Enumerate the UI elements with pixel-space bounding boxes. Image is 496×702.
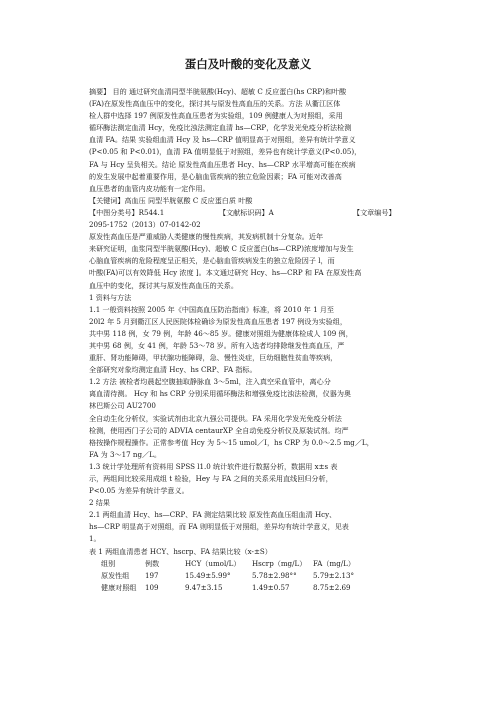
table-cell: 例数	[145, 558, 160, 568]
table-row	[89, 582, 419, 594]
body-line: 格按操作规程操作。正常参考值 Hcy 为 5～15 umol／I，hs CRP 为 0.0～2.5 mg／L，	[89, 437, 374, 447]
body-line: 1 资料与方法	[89, 292, 132, 302]
body-line: 心脑血管疾病的危险程度呈正相关，是心脑血管疾病发生的独立危险因子 l，而	[89, 256, 335, 266]
table-cell: 原发性组	[101, 570, 130, 580]
table-header-row	[89, 558, 419, 570]
clc-number: 【中图分类号】R544.1	[89, 207, 165, 217]
classification-line	[89, 207, 419, 219]
body-line: 示，两组间比较采用成组 t 检验，Hey 与 FA 之间的关系采用直线回归分析，	[89, 474, 333, 483]
table-cell: 5.79±2.13°	[313, 570, 355, 580]
abstract-section	[89, 86, 419, 195]
body-line: 叶酸(FA)可以有效降低 Hcy 浓度 ]。本文通过研究 Hcy、hs—CRP 和 FA 在原发性高	[89, 268, 362, 278]
body-line: 来研究证明，血浆同型半胱氨酸(Hcy)、超敏 C 反应蛋白(hs—CRP)浓度增加与发生	[89, 244, 354, 254]
body-line: FA 为 3～17 ng／L。	[89, 449, 161, 459]
abstract-line: 血清 FA。结果 实验组血清 Hcy 及 hs—CRP 值明显高于对照组，差异有统计学意义	[89, 135, 356, 145]
body-line: 1.3 统计学处理所有资料用 SPSS l1.0 统计软件进行数据分析，数据用 x±s 表	[89, 461, 338, 471]
keywords-line: 【关键词】高血压 同型半胱氨酸 C 反应蛋白质 叶酸	[89, 195, 253, 205]
article-number-label: 【文章编号】	[353, 207, 396, 217]
results-table	[89, 558, 419, 594]
body-line: 检测，使用西门子公司的 ADVIA centaurXP 全自动免疫分析仪及原装试剂。均严	[89, 425, 349, 435]
body-line: 血压中的变化，探讨其与原发性高血压的关系。	[89, 280, 238, 290]
table-caption: 表 1 两组血清患者 HCY、hscrp、FA 结果比较（x-±S）	[89, 546, 272, 556]
body-line: 离血清待测。 Hcy 和 hs CRP 分别采用循环酶法和增强免疫比浊法检测，仪器为奥	[89, 389, 352, 399]
body-line: 全部研究对象均测定血清 Hcy、hs CRP、FA 指标。	[89, 365, 257, 375]
abstract-line: 摘要】 目的 通过研究血清同型半胱氨酸(Hcy)、超敏 C 反应蛋白(hs CRP)和叶酸	[89, 87, 347, 96]
body-line: 1.1 一般资料按照 2005 年《中国高血压防治指南》标准，将 2010 年 1 月至	[89, 304, 335, 314]
abstract-line: 的发生发展中起着重要作用，是心脑血管疾病的独立危险因素；FA 可能对改善高	[89, 171, 342, 181]
table-cell: 109	[145, 582, 159, 592]
body-line: hs—CRP 明显高于对照组，而 FA 则明显低于对照组，差异均有统计学意义，见表	[89, 522, 349, 532]
table-cell: 8.75±2.69	[313, 582, 351, 592]
abstract-line: 循环酶法测定血清 Hcy，免疫比浊法测定血清 hs—CRP，化学发光免疫分析法检测	[89, 123, 352, 133]
abstract-line: 血压患者的血管内皮功能有一定作用。	[89, 183, 210, 193]
body-line: 其中男 68 例，女 41 例，年龄 53～78 岁。所有入选者均排除继发性高血压，严	[89, 340, 345, 350]
table-row	[89, 570, 419, 582]
body-line: 2 结果	[89, 498, 110, 508]
body-line: 全自动生化分析仪，实验试剂由北京九强公司提供。FA 采用化学发光免疫分析法	[89, 413, 342, 423]
abstract-line: (P<0.05 和 P<0.01)，血清 FA 值明显低于对照组，差异也有统计学意义(P<0.05)，	[89, 147, 362, 157]
body-line: 林巴斯公司 AU2700	[89, 401, 156, 411]
abstract-line: (FA)在原发性高血压中的变化，探讨其与原发性高血压的关系。方法 从衢江区体	[89, 99, 341, 109]
table-cell: 9.47±3.15	[185, 582, 223, 592]
body-line: 原发性高血压是严重威胁人类健康的慢性疾病，其发病机制十分复杂。近年	[89, 232, 324, 242]
paper-content	[89, 86, 419, 594]
body-line: 2.1 两组血清 Hcy、hs—CRP、FA 测定结果比较 原发性高血压组血清 Hcy、	[89, 510, 337, 520]
table-cell: 1.49±0.57	[252, 582, 290, 592]
abstract-line: 检人群中选择 197 例原发性高血压患者为实验组，109 例健康人为对照组，采用	[89, 111, 343, 121]
abstract-line: FA 与 Hcy 呈负相关。结论 原发性高血压患者 Hcy、hs—CRP 水平增高可能在疾病	[89, 159, 356, 169]
table-cell: 15.49±5.99°	[185, 570, 231, 580]
body-line: 共中男 118 例，女 79 例，年龄 46～85 岁。健康对照组为健康体检成人 109 例，	[89, 328, 353, 338]
body-section	[89, 231, 419, 545]
paper-title: 蛋白及叶酸的变化及意义	[184, 57, 312, 71]
table-cell: 5.78±2.98°°	[252, 570, 297, 580]
body-line: 20l2 年 5 月到衢江区人民医院体检确诊为原发性高血压患者 197 例设为实验组，	[89, 316, 347, 326]
article-number: 2095-1752（2013）07-0142-02	[89, 220, 201, 230]
table-cell: HCY（umol/L）	[185, 558, 241, 568]
table-cell: 组别	[101, 558, 116, 568]
body-line: 1。	[89, 534, 101, 544]
body-line: 重肝、肾功能障碍，甲状腺功能障碍，急、慢性炎症，巨幼细胞性贫血等疾病，	[89, 353, 338, 363]
table-cell: Hscrp（mg/L）	[252, 558, 307, 568]
table-cell: 健康对照组	[101, 582, 137, 592]
body-line: 1.2 方法 被检者均晨起空腹抽取静脉血 3～5ml，注入真空采血管中，离心分	[89, 377, 331, 387]
table-cell: 197	[145, 570, 159, 580]
document-code: 【文献标识码】A	[219, 207, 274, 217]
body-line: P<0.05 为差异有统计学意义。	[89, 486, 189, 496]
table-cell: FA（mg/L）	[313, 558, 355, 568]
